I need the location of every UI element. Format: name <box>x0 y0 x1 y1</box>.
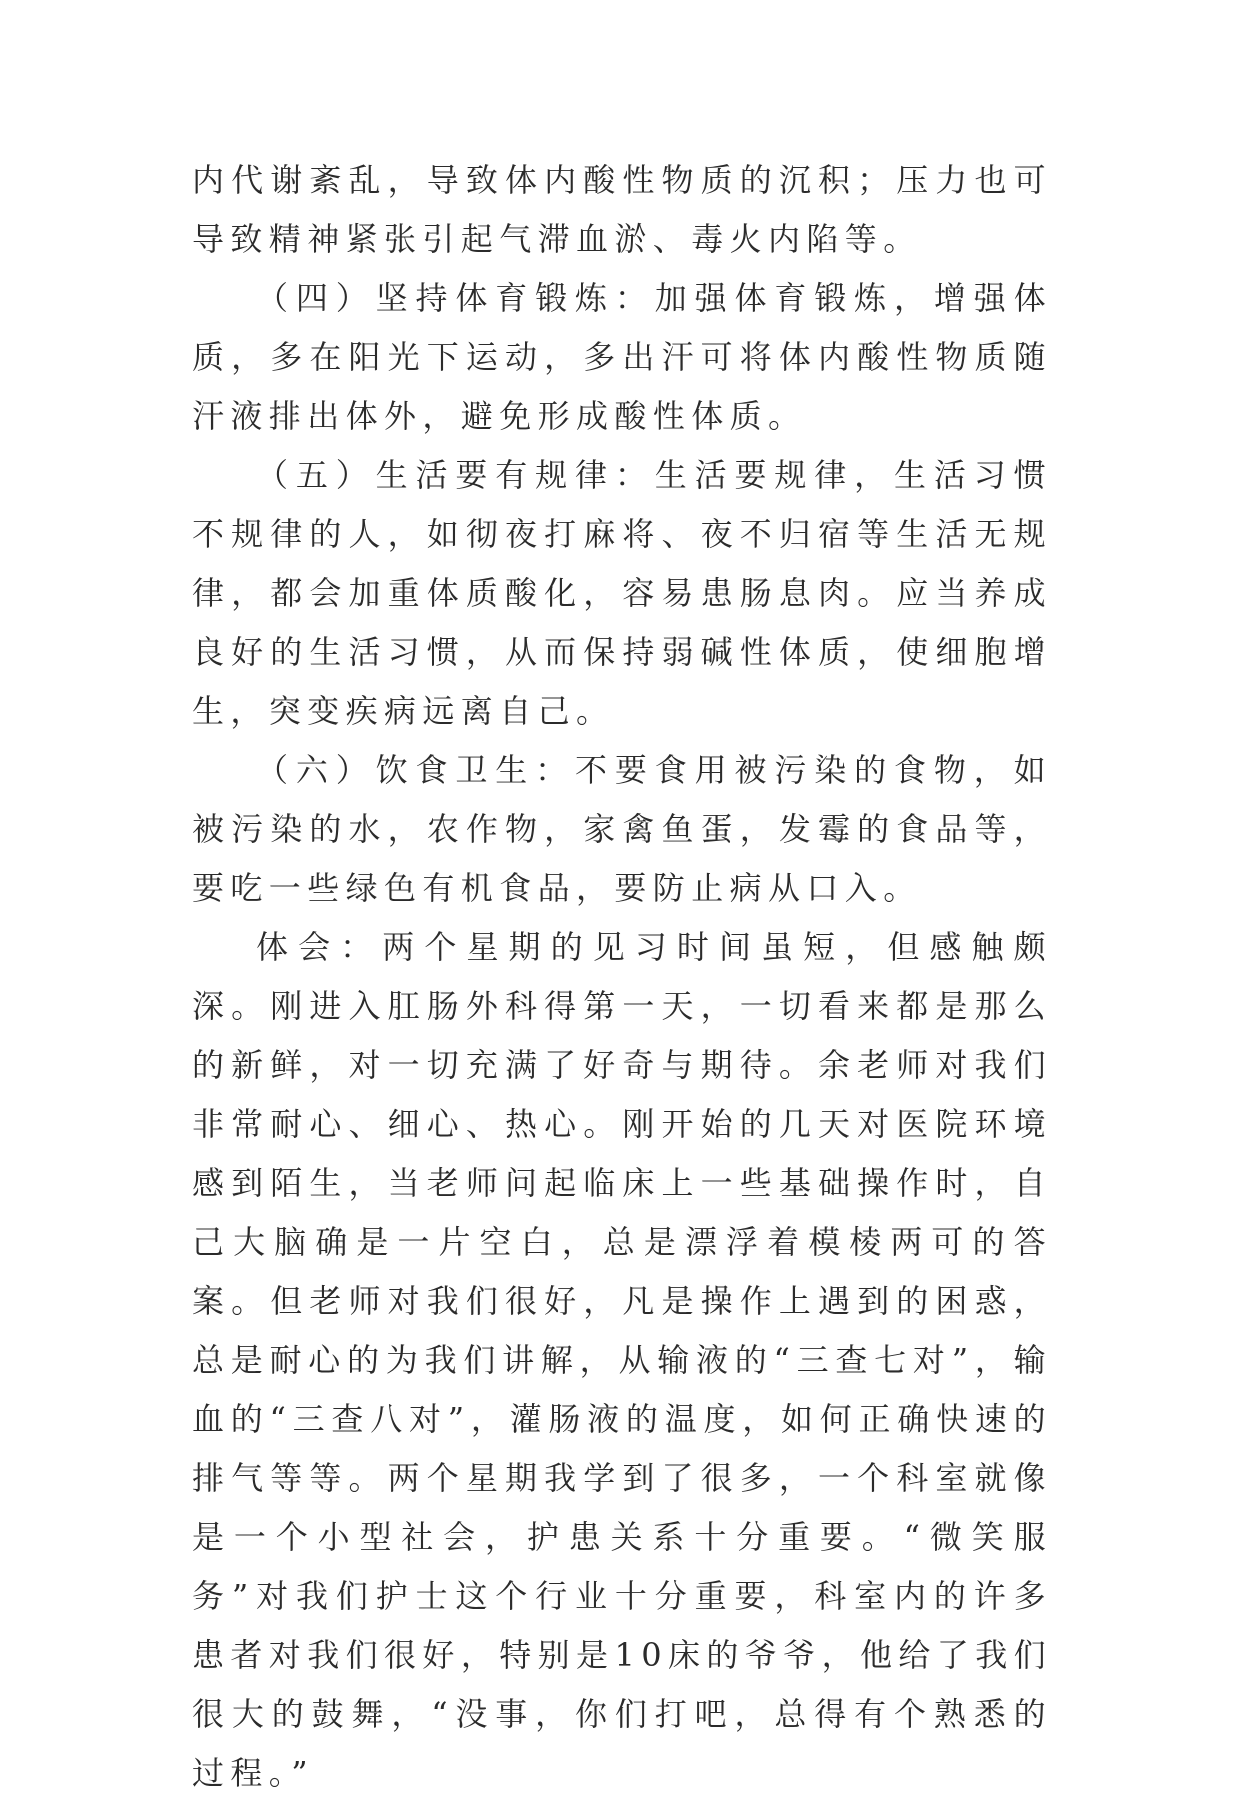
paragraph-regular-life: （五）生活要有规律：生活要规律，生活习惯不规律的人，如彻夜打麻将、夜不归宿等生活无规律，都会加重体质酸化，容易患肠息肉。应当养成良好的生活习惯，从而保持弱碱性体质，使细胞增生，突变疾病远离自己。 <box>192 456 1052 730</box>
paragraph-continuation: 内代谢紊乱，导致体内酸性物质的沉积；压力也可导致精神紧张引起气滞血淤、毒火内陷等。 <box>192 161 1052 258</box>
paragraph-reflection: 体会：两个星期的见习时间虽短，但感触颇深。刚进入肛肠外科得第一天，一切看来都是那么的新鲜，对一切充满了好奇与期待。余老师对我们非常耐心、细心、热心。刚开始的几天对医院环境感到陌生，当老师问起临床上一些基础操作时，自己大脑确是一片空白，总是漂浮着模棱两可的答案。但老师对我们很好，凡是操作上遇到的困惑，总是耐心的为我们讲解，从输液的“三查七对”，输血的“三查八对”，灌肠液的温度，如何正确快速的排气等等。两个星期我学到了很多，一个科室就像是一个小型社会，护患关系十分重要。“微笑服务”对我们护士这个行业十分重要，科室内的许多患者对我们很好，特别是10床的爷爷，他给了我们很大的鼓舞，“没事，你们打吧，总得有个熟悉的过程。” <box>192 928 1052 1792</box>
body-text <box>192 151 1052 1803</box>
paragraph-food-hygiene: （六）饮食卫生：不要食用被污染的食物，如被污染的水，农作物，家禽鱼蛋，发霉的食品等，要吃一些绿色有机食品，要防止病从口入。 <box>192 751 1052 907</box>
paragraph-physical-exercise: （四）坚持体育锻炼：加强体育锻炼，增强体质，多在阳光下运动，多出汗可将体内酸性物质随汗液排出体外，避免形成酸性体质。 <box>192 279 1052 435</box>
